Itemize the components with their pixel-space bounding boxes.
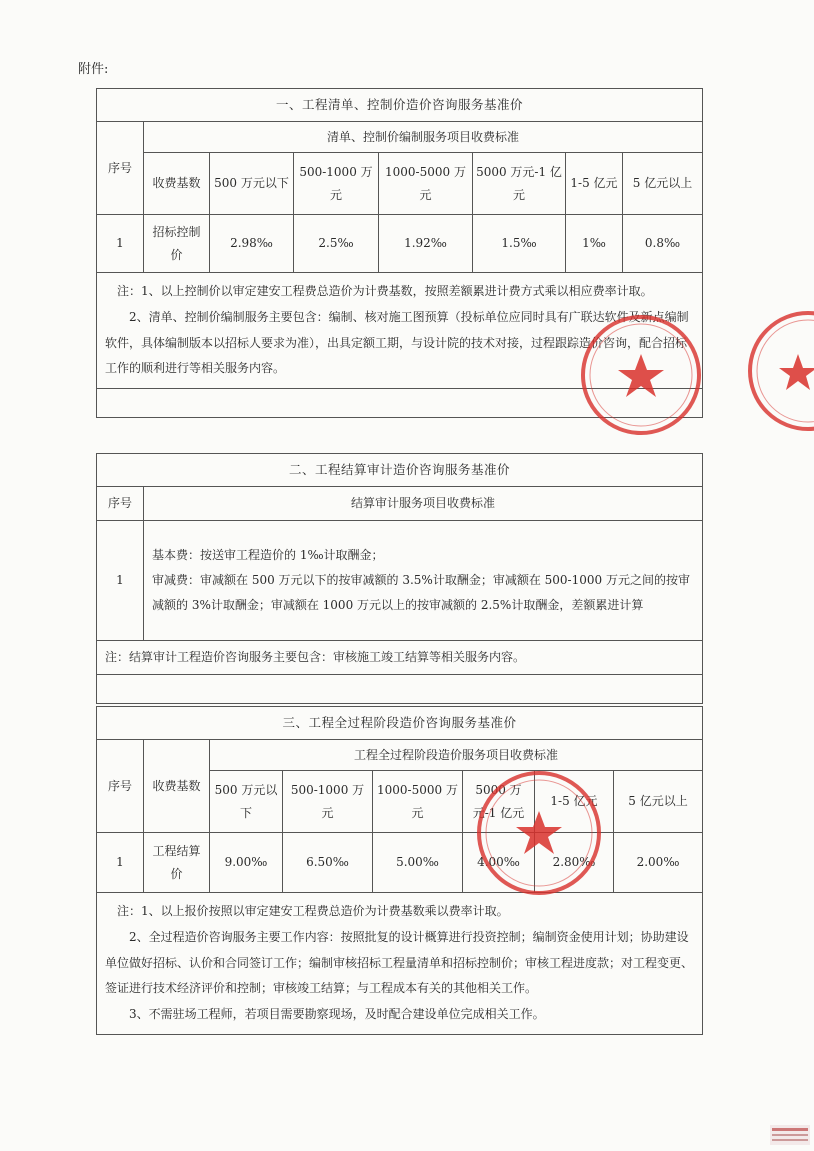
s3-col-base: 收费基数 [144, 740, 210, 833]
s3-range: 500-1000 万元 [283, 771, 373, 833]
s3-col-index: 序号 [97, 740, 144, 833]
s1-row-base: 招标控制价 [144, 215, 210, 273]
s1-note1: 注：1、以上控制价以审定建安工程费总造价为计费基数，按照差额累进计费方式乘以相应费率计取。 [117, 284, 653, 298]
s3-rate: 5.00‰ [373, 833, 463, 893]
s1-rate: 1.5‰ [473, 215, 566, 273]
s2-col-index: 序号 [97, 487, 144, 521]
s3-range: 5000 万元-1 亿元 [463, 771, 535, 833]
s3-range: 5 亿元以上 [614, 771, 703, 833]
section1-title: 一、工程清单、控制价造价咨询服务基准价 [97, 89, 703, 122]
s1-range: 5 亿元以上 [623, 153, 703, 215]
s3-row-index: 1 [97, 833, 144, 893]
attachment-label: 附件: [78, 62, 109, 77]
s2-note: 注：结算审计工程造价咨询服务主要包含：审核施工竣工结算等相关服务内容。 [97, 641, 703, 675]
s1-rate: 1‰ [566, 215, 623, 273]
s3-rate: 9.00‰ [210, 833, 283, 893]
s3-rate: 2.00‰ [614, 833, 703, 893]
section2-subtitle: 结算审计服务项目收费标准 [144, 487, 703, 521]
section3-subtitle: 工程全过程阶段造价服务项目收费标准 [210, 740, 703, 771]
s1-note2: 2、清单、控制价编制服务主要包含：编制、核对施工图预算（投标单位应同时具有广联达软件及新点编制软件，具体编制版本以招标人要求为准），出具定额工期，与设计院的技术对接，过程跟踪造价咨询，配合招标工作的顺利进行等相关服务内容。 [105, 309, 689, 376]
s3-note3: 3、不需驻场工程师，若项目需要勘察现场，及时配合建设单位完成相关工作。 [129, 1007, 545, 1022]
s3-rate: 4.00‰ [463, 833, 535, 893]
section2-title: 二、工程结算审计造价咨询服务基准价 [97, 454, 703, 487]
s2-row-content [144, 521, 703, 641]
s1-range: 500-1000 万元 [294, 153, 379, 215]
s1-rate: 0.8‰ [623, 215, 703, 273]
table-row [97, 521, 703, 641]
watermark-logo [770, 1125, 810, 1145]
section2-table [96, 453, 703, 704]
s1-rate: 2.5‰ [294, 215, 379, 273]
s1-rate: 2.98‰ [210, 215, 294, 273]
s3-note2: 2、全过程造价咨询服务主要工作内容：按照批复的设计概算进行投资控制；编制资金使用计划；协助建设单位做好招标、认价和合同签订工作；编制审核招标工程量清单和招标控制价；审核工程进度款；对工程变更、签证进行技术经济评价和控制；审核竣工结算；与工程成本有关的其他相关工作。 [105, 929, 694, 996]
s1-col-base: 收费基数 [144, 153, 210, 215]
section3-notes [97, 893, 703, 1035]
s1-rate: 1.92‰ [379, 215, 473, 273]
section3-title: 三、工程全过程阶段造价咨询服务基准价 [97, 707, 703, 740]
s1-col-index: 序号 [97, 122, 144, 215]
s3-rate: 2.80‰ [535, 833, 614, 893]
s3-range: 1000-5000 万元 [373, 771, 463, 833]
s3-row-base: 工程结算价 [144, 833, 210, 893]
company-seal-stamp [578, 312, 704, 438]
section1-subtitle: 清单、控制价编制服务项目收费标准 [144, 122, 703, 153]
table-row [97, 833, 703, 893]
s1-range: 500 万元以下 [210, 153, 294, 215]
company-seal-stamp [474, 768, 604, 898]
section3-table [96, 706, 703, 1035]
s3-range: 1-5 亿元 [535, 771, 614, 833]
s1-row-index: 1 [97, 215, 144, 273]
s2-basic-fee: 基本费：按送审工程造价的 1‰计取酬金； [152, 547, 384, 562]
s1-range: 1000-5000 万元 [379, 153, 473, 215]
table-row [97, 215, 703, 273]
spacer-row [97, 675, 703, 704]
s3-note1: 注：1、以上报价按照以审定建安工程费总造价为计费基数乘以费率计取。 [117, 904, 509, 918]
s1-range: 1-5 亿元 [566, 153, 623, 215]
s2-reduction-fee: 审减费：审减额在 500 万元以下的按审减额的 3.5%计取酬金；审减额在 500-1000 万元之间的按审减额的 3%计取酬金；审减额在 1000 万元以上的按审减额的 2.5%计取酬金，差额累进计算 [152, 572, 690, 613]
s3-range: 500 万元以下 [210, 771, 283, 833]
s1-range: 5000 万元-1 亿元 [473, 153, 566, 215]
company-seal-stamp-partial [742, 308, 814, 434]
s2-row-index: 1 [97, 521, 144, 641]
s3-rate: 6.50‰ [283, 833, 373, 893]
